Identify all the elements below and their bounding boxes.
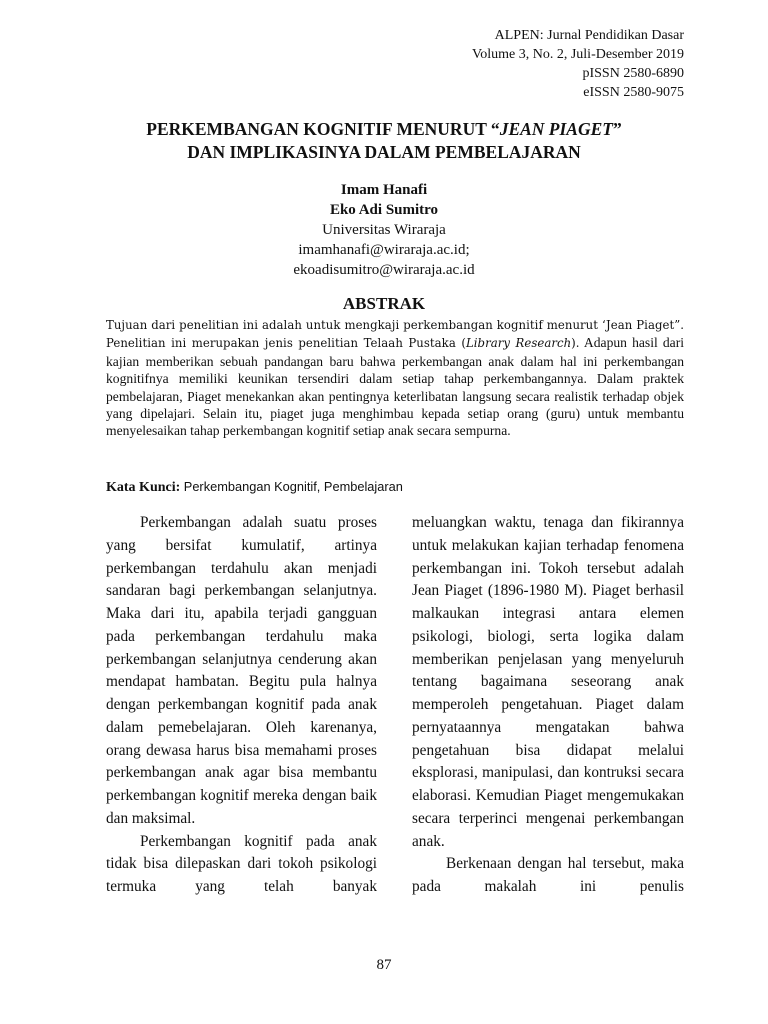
title-line1-post: ” (612, 119, 622, 139)
abstract-part1-end: ). (571, 336, 580, 351)
body-column-left (106, 512, 377, 899)
body-paragraph: meluangkan waktu, tenaga dan fikirannya untuk melakukan kajian terhadap fenomena perkembangan ini. Tokoh tersebut adalah Jean Piaget (1896-1980 M). Piaget berhasil malkaukan integrasi antara elemen psikologi, biologi, serta logika dalam memberikan penjelasan yang menyeluruh tentang bagaimana seseorang anak memperoleh pengetahuan. Piaget dalam pernyataannya mengatakan bahwa pengetahuan bisa didapat melalui eksplorasi, manipulasi, dan kontruksi secara elaborasi. Kemudian Piaget mengemukakan secara terperinci mengenai perkembangan anak. (412, 514, 684, 850)
body-paragraph: Perkembangan adalah suatu proses yang bersifat kumulatif, artinya perkembangan terdahulu akan menjadi sandaran bagi perkembangan selanjutnya. Maka dari itu, apabila terjadi gangguan pada perkembangan terdahulu maka perkembangan selanjutnya cenderung akan mendapat hambatan. Begitu pula halnya dengan perkembangan kognitif pada anak dalam pemebelajaran. Oleh karenanya, orang dewasa harus bisa memahami proses perkembangan anak agar bisa membantu perkembangan kognitif mereka dengan baik dan maksimal. (106, 514, 377, 827)
paper-title (60, 118, 708, 164)
abstract-heading: ABSTRAK (342, 294, 426, 313)
journal-name: ALPEN: Jurnal Pendidikan Dasar (494, 28, 684, 43)
keywords (106, 478, 403, 497)
title-line1-pre: PERKEMBANGAN KOGNITIF MENURUT “ (146, 119, 500, 139)
abstract-text (106, 316, 684, 440)
author-2: Eko Adi Sumitro (329, 202, 439, 218)
author-block (0, 180, 768, 280)
journal-eissn: eISSN 2580-9075 (583, 85, 684, 100)
author-1: Imam Hanafi (340, 182, 428, 198)
keywords-value: Perkembangan Kognitif, Pembelajaran (183, 479, 403, 494)
body-paragraph: Berkenaan dengan hal tersebut, maka pada makalah ini penulis (412, 855, 684, 895)
abstract-part1-italic: Library Research (465, 336, 572, 351)
journal-pissn: pISSN 2580-6890 (582, 66, 684, 81)
abstract-part2: Adapun hasil dari kajian memberikan sebuah pandangan baru bahwa perkembangan anak dalam hal ini perkembangan kognitifnya memiliki keunikan tersendiri dalam setiap tahap perkembangannya. Dalam praktek pembelajaran, Piaget menekankan akan pentingnya keterlibatan langsung secara realistik terhadap objek yang dipelajari. Selain itu, piaget juga menghimbau kepada setiap orang (guru) untuk membantu menyelesaikan tahap perkembangan kognitif setiap anak secara sempurna. (106, 335, 685, 439)
journal-header (472, 26, 684, 102)
journal-volume: Volume 3, No. 2, Juli-Desember 2019 (471, 47, 684, 62)
affiliation: Universitas Wiraraja (322, 222, 446, 238)
body-paragraph: Perkembangan kognitif pada anak tidak bisa dilepaskan dari tokoh psikologi termuka yang telah banyak (106, 832, 377, 895)
keywords-label: Kata Kunci: (106, 480, 181, 495)
title-line1-italic: JEAN PIAGET (499, 119, 613, 139)
page-number: 87 (376, 957, 392, 973)
title-line2: DAN IMPLIKASINYA DALAM PEMBELAJARAN (187, 142, 581, 162)
email-1: imamhanafi@wiraraja.ac.id; (298, 242, 470, 258)
abstract-part1: Tujuan dari penelitian ini adalah untuk mengkaji perkembangan kognitif menurut ‘Jean Piaget”. Penelitian ini merupakan jenis penelitian Telaah Pustaka ( (106, 318, 684, 351)
email-2: ekoadisumitro@wiraraja.ac.id (293, 262, 475, 278)
body-column-right (412, 512, 684, 899)
